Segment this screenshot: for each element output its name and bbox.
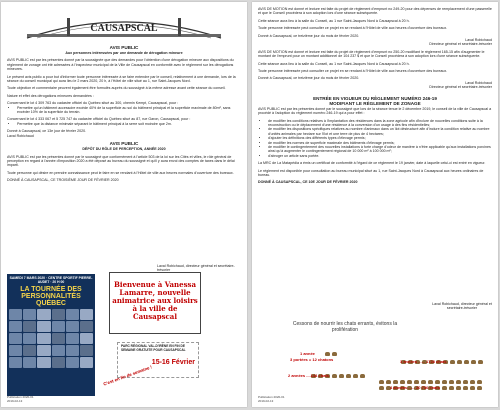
list-item: • d'ajouter les définitions des différents types d'élevage permis; bbox=[268, 136, 492, 140]
signature-block: Laval Robichaud, directeur général et secrétaire-trésorier bbox=[157, 264, 235, 273]
notice-subheading-1: Aux personnes intéressées par une demande de dérogation mineure bbox=[65, 51, 183, 55]
paragraph: Donné à Causapscal, ce treizième jour du mois de février 2020. bbox=[258, 33, 360, 38]
poster-photo-grid bbox=[7, 307, 95, 370]
bylaw-effects-list bbox=[268, 119, 492, 159]
poster-event-info: SAMEDI 7 MARS 2020 · CENTRE SPORTIF PIERRE-AUDET · 20 H 00 bbox=[9, 276, 93, 284]
page-2 bbox=[252, 2, 498, 407]
paragraph: Donné à Causapscal, ce treizième jour du mois de février 2020. bbox=[258, 76, 360, 81]
paragraph: AVIS PUBLIC est par les présentes donné par le soussigné que conformément à l'article 503 de la loi sur les Cités et villes, le rôle général de perception en regard à l'année d'imposition 2020 a été déposé au bureau du soussigné et qu'il y aura envoi des comptes de taxes dans le délai imparti. bbox=[7, 154, 235, 168]
ski-weekend-tag: C'est en fin de semaine ! bbox=[102, 364, 153, 387]
cats-label: 4 années ...... 20 736 chats bbox=[390, 385, 440, 390]
list-item: • de modifier les conditions relatives à l'implantation des résidences dans la zone agricole afin d'inclure de nouvelles conditions suite à la reconstruction ou le déplacement d'une résidence à la conversion d'un usage à des fins résidentielles; bbox=[268, 119, 492, 128]
notice-heading-2: AVIS PUBLIC bbox=[109, 141, 139, 147]
paragraph: Toute personne qui désire en prendre connaissance peut le faire en se rendant à l'Hôtel de ville aux heures normales d'ouverture des bureaux. bbox=[7, 170, 234, 175]
paragraph: Le présent avis public a pour but d'informer toute personne intéressée à se faire entendre par le conseil, relativement à une demande, lors de la séance du conseil municipal qui aura lieu le 2 mars 2020, 20 h, à l'Hôtel de ville situé au 1, rue Saint-Jacques Nord. bbox=[7, 74, 236, 84]
paragraph: Le règlement est disponible pour consultation au bureau municipal situé au 1, rue Saint-Jacques Nord à Causapscal aux heures ordinaires de bureau. bbox=[258, 168, 484, 177]
list-item: • Permettre qu'un bâtiment accessoire excède 40% de la superficie au sol du bâtiment principal et la superficie maximale de 80m², sans excéder 10% de la superficie du terrain. bbox=[17, 106, 241, 115]
paragraph: Concernant le lot 4 333 067 et 5 725 747 du cadastre officiel du Québec situé au 87, rue Garon, Causapscal, pour : bbox=[7, 117, 191, 122]
list-item: • Permettre que la distance minimale séparant le bâtiment principal à la serre soit moindre que 2m. bbox=[17, 122, 241, 126]
signature-title: Directeur général et secrétaire-trésorier bbox=[429, 42, 492, 47]
paragraph: DONNÉ À CAUSAPSCAL, CE 10E JOUR DE FÉVRIER 2020 bbox=[258, 180, 358, 185]
paragraph: La MRC de La Matapédia a émis un certificat de conformité à l'égard de ce règlement le 19 janvier, date à laquelle celui-ci est entré en vigueur. bbox=[258, 161, 486, 166]
stray-cats-infographic bbox=[260, 321, 490, 405]
page-1 bbox=[1, 2, 247, 407]
paragraph: Laval Robichaud bbox=[7, 133, 34, 138]
list-item: • d'abroger un article sans portée. bbox=[268, 154, 492, 158]
paragraph: Donné à Causapscal, ce 13e jour de février 2020. bbox=[7, 129, 87, 134]
cats-label: 3 années ...... 1728 chats bbox=[400, 359, 447, 364]
paragraph: AVIS DE MOTION est donné et lecture est faite du projet de règlement d'emprunt no 249-20 pour des dépenses de remplacement d'une passerelle et que le Conseil procédera à son adoption lors d'une séance subséquente. bbox=[258, 7, 492, 16]
ski-weekend-text: PARC RÉGIONAL VAL-D'IRÈNE EN FIN DE SEMAINE GRATUITE POUR CAUSAPSCAL bbox=[121, 344, 186, 352]
welcome-text: Bienvenue à Vanessa Lamarre, nouvelle animatrice aux loisirs à la ville de Causapscal bbox=[112, 280, 198, 321]
bylaw-subheading: MODIFIANT LE RÈGLEMENT DE ZONAGE bbox=[329, 100, 421, 106]
footer-publication bbox=[7, 396, 34, 403]
signature-block: Laval Robichaud, directeur général et secrétaire-trésorier bbox=[432, 302, 492, 311]
list-item: • de modifier les dispositions spécifiques relatives au nombre d'animaux dans un îlot déstructuré afin d'inclure la condition relative au nombre d'unités animales par hectare sur l'îlot et une terre de plus de 4 hectares; bbox=[268, 127, 492, 136]
bullet-list bbox=[17, 106, 241, 115]
logo-wordmark: CAUSAPSCAL bbox=[90, 23, 158, 34]
signature-title: Directeur général et secrétaire-trésorier bbox=[429, 85, 492, 90]
paragraph: Cette séance aura lieu à la salle du Conseil, au 1 rue Saint-Jacques Nord à Causapscal à 20 h. bbox=[258, 61, 410, 66]
welcome-box bbox=[109, 272, 201, 334]
paragraph: DONNÉ À CAUSAPSCAL, CE TROISIÈME JOUR DE FÉVRIER 2020 bbox=[7, 178, 119, 183]
causapscal-logo bbox=[7, 4, 241, 42]
ski-weekend-date: 15-16 Février bbox=[151, 359, 195, 366]
cats-label: 2 années ....144 chats bbox=[288, 373, 329, 378]
poster-title: LA TOURNÉE DES PERSONNALITÉS QUÉBEC bbox=[20, 286, 82, 307]
list-item: • de modifier les normes de superficie maximale des bâtiments d'élevage permis; bbox=[268, 141, 492, 145]
paragraph: AVIS DE MOTION est donné et lecture est faite du projet de règlement d'emprunt no 250-20 modifiant le règlement 165-15 afin d'augmenter le montant de l'emprunt pour un montant additionnel de 104 237 $ et que le Conseil procédera à son adoption lors d'une séance subséquente. bbox=[258, 49, 485, 59]
publication-number: Publication 2020-01 bbox=[258, 395, 285, 399]
paragraph: Concernant le lot 4 309 763 du cadastre officiel du Québec situé au 300, chemin Kempt, Causapscal, pour : bbox=[7, 101, 179, 106]
personalities-poster bbox=[7, 274, 95, 396]
notice-heading-1: AVIS PUBLIC bbox=[109, 45, 139, 50]
paragraph: Nature et effet des dérogations mineures demandées : bbox=[7, 93, 94, 98]
notice-subheading-2: DÉPÔT DU RÔLE DE PERCEPTION, ANNÉE 2020 bbox=[82, 147, 166, 152]
cats-label: 3 portées = 12 chatons bbox=[290, 357, 334, 362]
signature-name: Laval Robichaud bbox=[465, 38, 492, 43]
paragraph: Cette séance aura lieu à la salle du Conseil, au 1 rue Saint-Jacques Nord à Causapscal à 20 h. bbox=[258, 18, 410, 23]
paragraph: Toute personne intéressée peut consulter ce projet en se rendant à l'Hôtel de ville aux heures d'ouverture des bureaux. bbox=[258, 26, 448, 31]
cats-label: 1 année bbox=[300, 351, 315, 356]
publication-number: Publication 2020-01 bbox=[7, 395, 34, 399]
paragraph: Toute objection et commentaire peuvent également être formulés auprès du soussigné à la même adresse avant cette séance du conseil. bbox=[7, 86, 226, 91]
publication-date: 2019-02-13 bbox=[258, 398, 274, 403]
footer-publication bbox=[258, 396, 285, 403]
signature-name: Laval Robichaud bbox=[465, 80, 492, 85]
paragraph: AVIS PUBLIC est par les présentes donné par la soussignée que des demandes pour l'obtention d'une dérogation mineure aux dispositions du règlement de zonage ont été adressées à l'inspecteur municipal de la Ville de Causapscal en conformité avec le règlement sur les dérogations mineures. bbox=[7, 58, 234, 72]
bylaw-heading: ENTRÉE EN VIGUEUR DU RÈGLEMENT NUMÉRO 246-19 bbox=[313, 95, 437, 101]
bridge-logo-icon bbox=[7, 4, 241, 42]
cats-title: Cessons de nourrir les chats errants, évitons la prolifération bbox=[292, 321, 398, 333]
publication-date: 2019-02-13 bbox=[7, 398, 23, 403]
ski-weekend-box bbox=[102, 342, 199, 387]
paragraph: Toute personne intéressée peut consulter ce projet en se rendant à l'Hôtel de ville aux heures d'ouverture des bureaux. bbox=[258, 69, 448, 74]
paragraph: AVIS PUBLIC est par les présentes donné par le soussigné que lors de la séance tenue le 2 décembre 2019, le conseil de la ville de Causapscal a procédé à l'adoption du règlement numéro 246-19 qui a pour effet : bbox=[258, 106, 492, 116]
list-item: • de modifier le contingentement des nouvelles installations à forte charge d'odeur de manière à n'être applicable qu'aux installations porcines ainsi qu'à augmenter le contingentement régional de 10 000 m² à 100 000 m²; bbox=[268, 145, 492, 154]
